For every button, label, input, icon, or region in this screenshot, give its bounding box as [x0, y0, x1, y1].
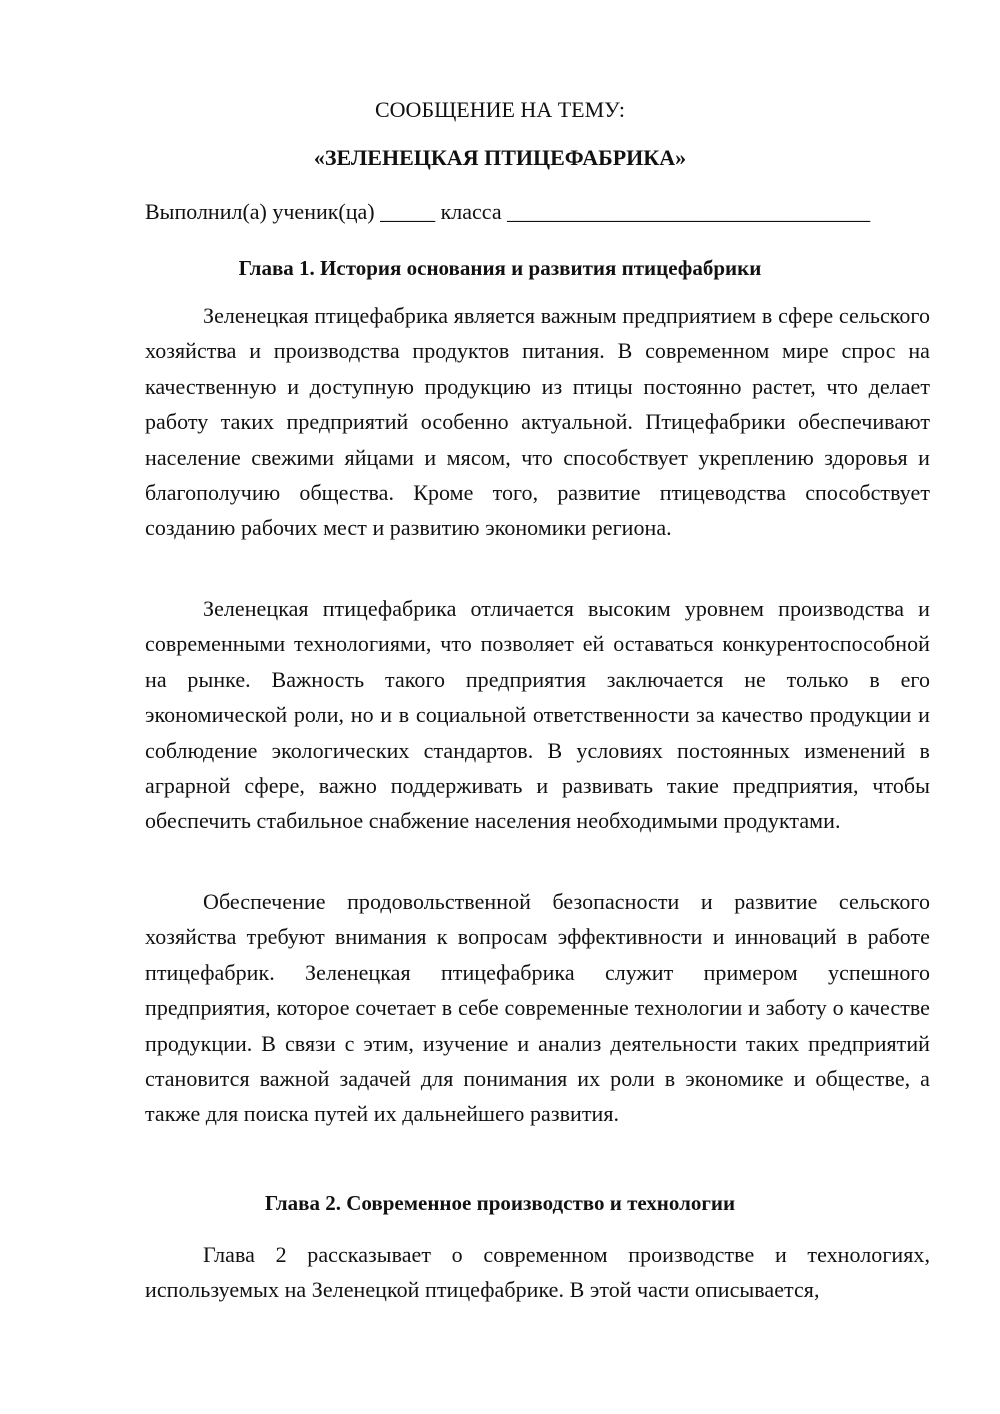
document-title-line1: СООБЩЕНИЕ НА ТЕМУ:	[375, 97, 625, 122]
chapter1-paragraph-3: Обеспечение продовольственной безопасности и развитие сельского хозяйства требуют внимания к вопросам эффективности и инноваций в работе птицефабрик. Зеленецкая птицефабрика служит примером успешного предприятия, которое сочетает в себе современные технологии и заботу о качестве продукции. В связи с этим, изучение и анализ деятельности таких предприятий становится важной задачей для понимания их роли в экономике и обществе, а также для поиска путей их дальнейшего развития.	[145, 889, 930, 1127]
document-title-line2: «ЗЕЛЕНЕЦКАЯ ПТИЦЕФАБРИКА»	[313, 145, 687, 170]
chapter1-heading: Глава 1. История основания и развития птицефабрики	[238, 256, 762, 280]
chapter2-paragraph-1: Глава 2 рассказывает о современном производстве и технологиях, используемых на Зеленецкой птицефабрике. В этой части описывается,	[145, 1242, 930, 1303]
chapter2-heading: Глава 2. Современное производство и технологии	[264, 1191, 736, 1215]
chapter1-paragraph-1: Зеленецкая птицефабрика является важным предприятием в сфере сельского хозяйства и производства продуктов питания. В современном мире спрос на качественную и доступную продукцию из птицы постоянно растет, что делает работу таких предприятий особенно актуальной. Птицефабрики обеспечивают население свежими яйцами и мясом, что способствует укреплению здоровья и благополучию общества. Кроме того, развитие птицеводства способствует созданию рабочих мест и развитию экономики региона.	[145, 303, 930, 541]
chapter1-paragraph-2: Зеленецкая птицефабрика отличается высоким уровнем производства и современными технологиями, что позволяет ей оставаться конкурентоспособной на рынке. Важность такого предприятия заключается не только в его экономической роли, но и в социальной ответственности за качество продукции и соблюдение экологических стандартов. В условиях постоянных изменений в аграрной сфере, важно поддерживать и развивать такие предприятия, чтобы обеспечить стабильное снабжение населения необходимыми продуктами.	[145, 596, 930, 834]
chapter1-paragraph-1-block	[145, 298, 930, 546]
chapter2-paragraph-1-block	[145, 1237, 930, 1308]
author-line: Выполнил(а) ученик(ца) _____ класса _________________________________	[145, 199, 871, 224]
chapter1-paragraph-3-block	[145, 884, 930, 1132]
chapter1-paragraph-2-block	[145, 591, 930, 839]
